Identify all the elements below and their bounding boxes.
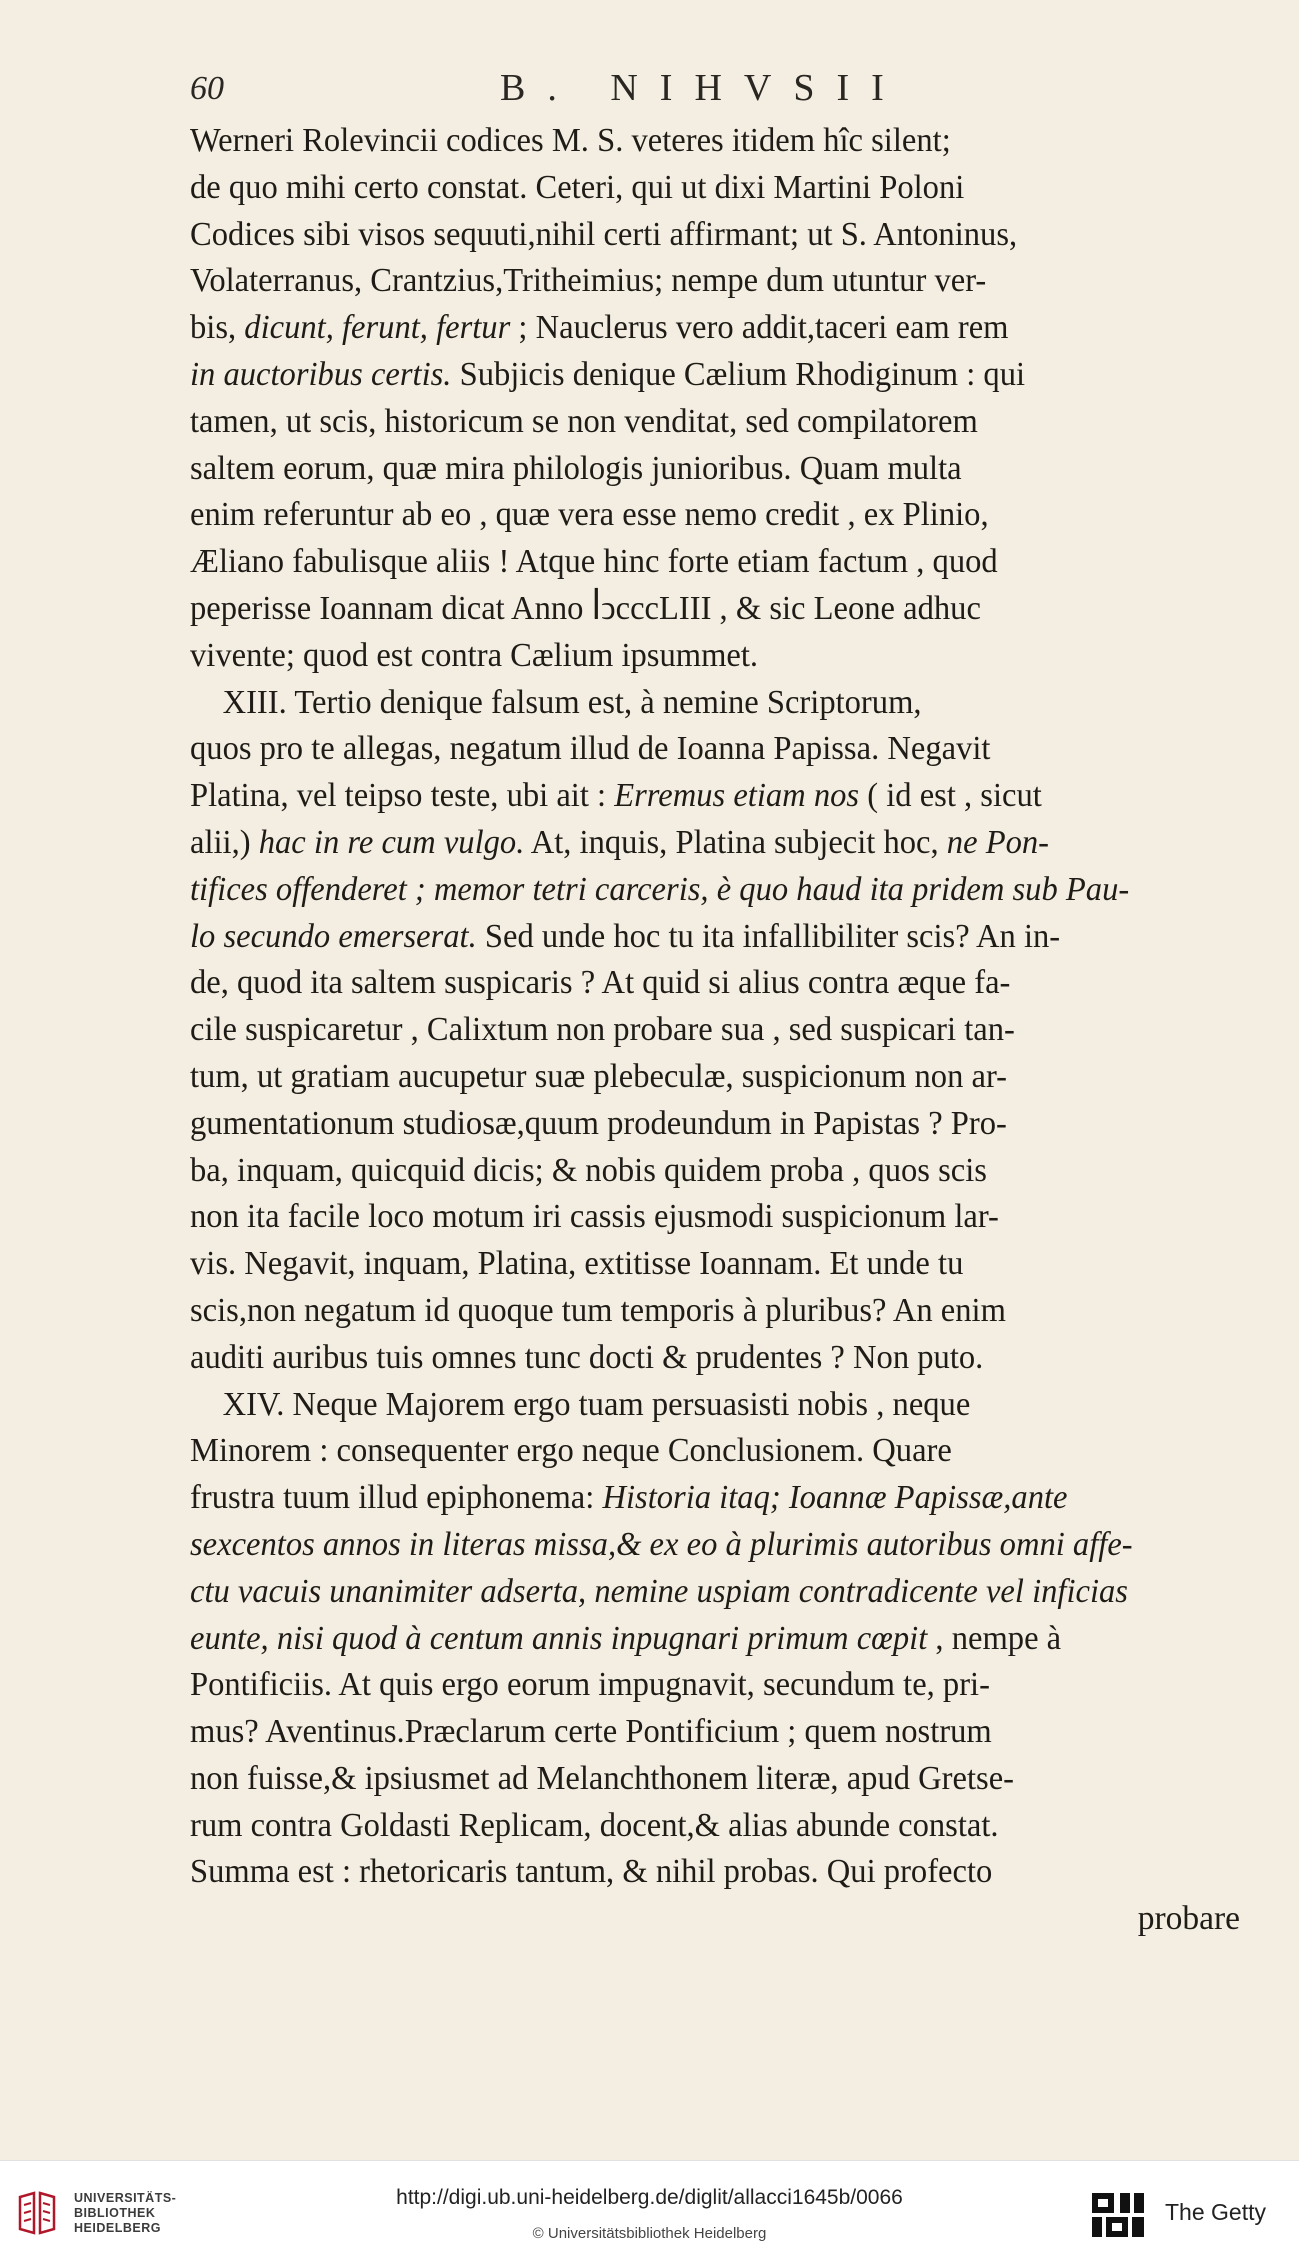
- italic-text-span: ctu vacuis unanimiter adserta, nemine uspiam contradicente vel inficias: [190, 1572, 1128, 1610]
- text-span: non ita facile loco motum iri cassis ejusmodi suspicionum lar-: [190, 1198, 999, 1236]
- text-line: [190, 914, 1240, 961]
- text-line: [190, 1662, 1240, 1709]
- text-line: [190, 305, 1240, 352]
- text-line: [190, 820, 1240, 867]
- text-span: Platina, vel teipso teste, ubi ait :: [190, 777, 615, 815]
- text-span: Sed unde hoc tu ita infallibiliter scis? An in-: [476, 917, 1061, 955]
- text-line: [190, 867, 1240, 914]
- text-line: [190, 1569, 1240, 1616]
- text-span: ba, inquam, quicquid dicis; & nobis quidem proba , quos scis: [190, 1151, 987, 1189]
- text-span: , nempe à: [927, 1619, 1062, 1657]
- text-line: [190, 633, 1240, 680]
- text-line: [190, 399, 1240, 446]
- italic-text-span: tifices offenderet ; memor tetri carceris, è quo haud ita pridem sub Pau-: [190, 870, 1130, 908]
- text-span: bis,: [190, 309, 245, 347]
- text-line: [190, 492, 1240, 539]
- text-line: [190, 1475, 1240, 1522]
- italic-text-span: eunte, nisi quod à centum annis inpugnari primum cœpit: [190, 1619, 928, 1657]
- text-span: de, quod ita saltem suspicaris ? At quid si alius contra æque fa-: [190, 964, 1011, 1002]
- text-span: cile suspicaretur , Calixtum non probare sua , sed suspicari tan-: [190, 1011, 1015, 1049]
- text-span: XIV. Neque Majorem ergo tuam persuasisti nobis , neque: [190, 1385, 971, 1423]
- text-line: [190, 1054, 1240, 1101]
- getty-logo-icon: [1090, 2191, 1146, 2239]
- text-line: [190, 586, 1240, 633]
- catchword: probare: [1137, 1900, 1240, 1938]
- italic-text-span: Erremus etiam nos: [614, 777, 860, 815]
- italic-text-span: ne Pon-: [946, 823, 1050, 861]
- text-span: Summa est : rhetoricaris tantum, & nihil probas. Qui profecto: [190, 1853, 993, 1891]
- text-line: [190, 539, 1240, 586]
- text-span: Volaterranus, Crantzius,Tritheimius; nempe dum utuntur ver-: [190, 262, 987, 300]
- text-line: [190, 1335, 1240, 1382]
- text-span: ; Nauclerus vero addit,taceri eam rem: [510, 309, 1009, 347]
- body-text: [190, 118, 1270, 1943]
- permalink-url[interactable]: http://digi.ub.uni-heidelberg.de/diglit/allacci1645b/0066: [396, 2186, 903, 2209]
- text-span: tum, ut gratiam aucupetur suæ plebeculæ, suspicionum non ar-: [190, 1057, 1008, 1095]
- text-line: [190, 960, 1240, 1007]
- text-line: [190, 1101, 1240, 1148]
- text-line: [190, 118, 1240, 165]
- text-line: [190, 1194, 1240, 1241]
- text-line: [190, 1756, 1240, 1803]
- text-span: vivente; quod est contra Cælium ipsummet.: [190, 636, 759, 674]
- text-span: auditi auribus tuis omnes tunc docti & prudentes ? Non puto.: [190, 1338, 984, 1376]
- italic-text-span: dicunt, ferunt, fertur: [244, 309, 511, 347]
- page-header: [0, 62, 1299, 117]
- text-span: Codices sibi visos sequuti,nihil certi affirmant; ut S. Antoninus,: [190, 215, 1018, 253]
- text-line: [190, 1709, 1240, 1756]
- partner-name: The Getty: [1165, 2199, 1266, 2225]
- text-span: mus? Aventinus.Præclarum certe Pontificium ; quem nostrum: [190, 1713, 992, 1751]
- italic-text-span: in auctoribus certis.: [190, 355, 452, 393]
- text-span: vis. Negavit, inquam, Platina, extitisse Ioannam. Et unde tu: [190, 1245, 964, 1283]
- text-line: [190, 726, 1240, 773]
- text-line: [190, 212, 1240, 259]
- text-line: [190, 1007, 1240, 1054]
- text-span: Æliano fabulisque aliis ! Atque hinc forte etiam factum , quod: [190, 543, 998, 581]
- copyright-notice: © Universitätsbibliothek Heidelberg: [532, 2225, 767, 2242]
- text-span: XIII. Tertio denique falsum est, à nemine Scriptorum,: [190, 683, 922, 721]
- text-line: [190, 352, 1240, 399]
- text-span: enim referuntur ab eo , quæ vera esse nemo credit , ex Plinio,: [190, 496, 989, 534]
- text-span: Pontificiis. At quis ergo eorum impugnavit, secundum te, pri-: [190, 1666, 990, 1704]
- text-span: gumentationum studiosæ,quum prodeundum in Papistas ? Pro-: [190, 1104, 1007, 1142]
- logo-line: UNIVERSITÄTS-: [74, 2191, 177, 2205]
- text-line: [190, 1849, 1240, 1896]
- logo-line: HEIDELBERG: [74, 2221, 161, 2235]
- text-line: [190, 1803, 1240, 1850]
- text-line: [190, 1522, 1240, 1569]
- text-line: [190, 1241, 1240, 1288]
- text-line: [190, 446, 1240, 493]
- text-span: ( id est , sicut: [859, 777, 1042, 815]
- text-span: scis,non negatum id quoque tum temporis à pluribus? An enim: [190, 1291, 1006, 1329]
- text-span: tamen, ut scis, historicum se non venditat, sed compilatorem: [190, 402, 978, 440]
- text-line: [190, 1382, 1240, 1429]
- text-line: [190, 1616, 1240, 1663]
- text-span: Subjicis denique Cælium Rhodiginum : qui: [451, 355, 1026, 393]
- text-line: [190, 165, 1240, 212]
- running-title: B. NIHVSII: [500, 67, 906, 109]
- italic-text-span: sexcentos annos in literas missa,& ex eo à plurimis autoribus omni affe-: [190, 1525, 1133, 1563]
- text-span: peperisse Ioannam dicat Anno ꟾↄcccLIII , & sic Leone adhuc: [190, 589, 981, 627]
- text-line: [190, 1148, 1240, 1195]
- text-line: [190, 258, 1240, 305]
- page-number: 60: [190, 70, 224, 107]
- logo-line: BIBLIOTHEK: [74, 2206, 156, 2220]
- text-span: saltem eorum, quæ mira philologis junioribus. Quam multa: [190, 449, 962, 487]
- italic-text-span: lo secundo emerserat.: [190, 917, 477, 955]
- text-span: At, inquis, Platina subjecit hoc,: [524, 823, 947, 861]
- text-span: alii,): [190, 823, 259, 861]
- text-line: [190, 773, 1240, 820]
- text-span: non fuisse,& ipsiusmet ad Melanchthonem literæ, apud Gretse-: [190, 1759, 1015, 1797]
- viewer-footer: [0, 2160, 1299, 2258]
- text-line: [190, 1288, 1240, 1335]
- text-span: de quo mihi certo constat. Ceteri, qui ut dixi Martini Poloni: [190, 168, 965, 206]
- text-span: quos pro te allegas, negatum illud de Ioanna Papissa. Negavit: [190, 730, 991, 768]
- text-line: [190, 1428, 1240, 1475]
- italic-text-span: hac in re cum vulgo.: [258, 823, 525, 861]
- text-span: Werneri Rolevincii codices M. S. veteres itidem hîc silent;: [190, 122, 951, 159]
- text-span: rum contra Goldasti Replicam, docent,& alias abunde constat.: [190, 1806, 999, 1844]
- italic-text-span: Historia itaq; Ioannæ Papissæ,ante: [602, 1479, 1068, 1517]
- text-line: [190, 680, 1240, 727]
- text-span: frustra tuum illud epiphonema:: [190, 1479, 603, 1517]
- text-span: Minorem : consequenter ergo neque Conclusionem. Quare: [190, 1432, 952, 1470]
